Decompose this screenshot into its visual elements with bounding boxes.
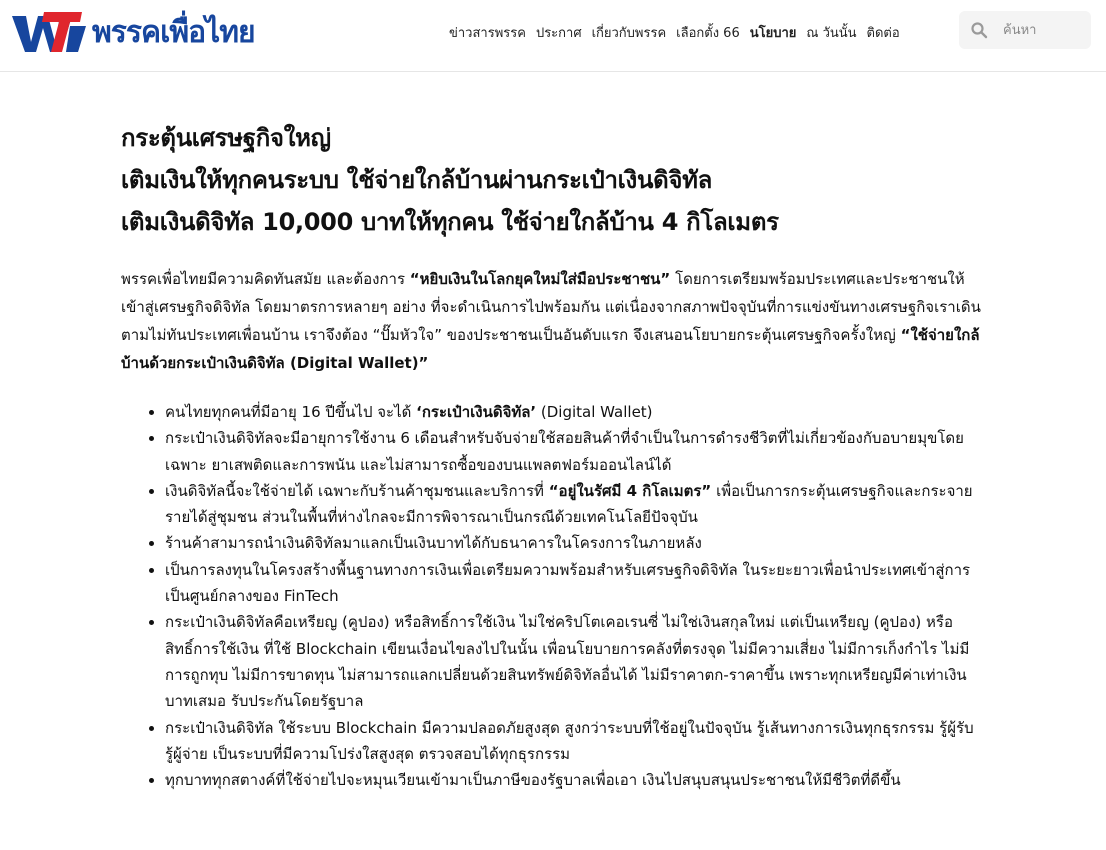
nav-item-policy[interactable]: นโยบาย bbox=[749, 26, 797, 41]
intro-text-1: พรรคเพื่อไทยมีความคิดทันสมัย และต้องการ bbox=[121, 270, 410, 288]
nav-item-about[interactable]: เกี่ยวกับพรรค bbox=[591, 26, 667, 41]
list-item bbox=[165, 399, 981, 425]
main-nav bbox=[449, 22, 900, 43]
party-logo-text: พรรคเพื่อไทย bbox=[92, 14, 255, 50]
nav-item-news[interactable]: ข่าวสารพรรค bbox=[449, 26, 526, 41]
bullet-1-text: คนไทยทุกคนที่มีอายุ 16 ปีขึ้นไป จะได้ bbox=[165, 403, 417, 421]
list-item: • เป็นการลงทุนในโครงสร้างพื้นฐานทางการเงินเพื่อเตรียมความพร้อมสำหรับเศรษฐกิจดิจิทัล ในระยะยาวเพื่อนำประเทศเข้าสู่การเป็นศูนย์กลางของ FinTech bbox=[165, 557, 981, 610]
list-item: • กระเป๋าเงินดิจิทัลคือเหรียญ (คูปอง) หรือสิทธิ์การใช้เงิน ไม่ใช่คริปโตเคอเรนซี่ ไม่ใช่เงินสกุลใหม่ แต่เป็นเหรียญ (คูปอง) หรือสิทธิ์การใช้เงิน ที่ใช้ Blockchain เขียนเงื่อนไขลงไปในนั้น เพื่อนโยบายการคลังที่ตรงจุด ไม่มีความเสี่ยง ไม่มีการเก็งกำไร ไม่มีการถูกทุบ ไม่มีการขาดทุน ไม่สามารถแลกเปลี่ยนด้วยสินทรัพย์ดิจิทัลอื่นได้ ไม่มีราคาตก-ราคาขึ้น เพราะทุกเหรียญมีค่าเท่าเงินบาทเสมอ รับประกันโดยรัฐบาล bbox=[165, 609, 981, 714]
search-input[interactable] bbox=[1001, 22, 1085, 39]
article-intro bbox=[121, 265, 981, 377]
article-title-line-1: กระตุ้นเศรษฐกิจใหญ่ bbox=[121, 124, 331, 152]
search-box[interactable] bbox=[959, 11, 1091, 49]
article-title-line-3: เติมเงินดิจิทัล 10,000 บาทให้ทุกคน ใช้จ่ายใกล้บ้าน 4 กิโลเมตร bbox=[121, 208, 779, 236]
bullet-1-highlight: ‘กระเป๋าเงินดิจิทัล’ bbox=[416, 403, 537, 421]
list-item: • กระเป๋าเงินดิจิทัล ใช้ระบบ Blockchain มีความปลอดภัยสูงสุด สูงกว่าระบบที่ใช้อยู่ในปัจจุบัน รู้เส้นทางการเงินทุกธุรกรรม รู้ผู้รับ รู้ผู้จ่าย เป็นระบบที่มีความโปร่งใสสูงสุด ตรวจสอบได้ทุกธุรกรรม bbox=[165, 715, 981, 768]
list-item: • ร้านค้าสามารถนำเงินดิจิทัลมาแลกเป็นเงินบาทได้กับธนาคารในโครงการในภายหลัง bbox=[165, 530, 981, 556]
nav-item-on-that-day[interactable]: ณ วันนั้น bbox=[806, 26, 857, 41]
list-item bbox=[165, 478, 981, 531]
search-icon bbox=[970, 21, 988, 39]
nav-item-election-66[interactable]: เลือกตั้ง 66 bbox=[676, 26, 740, 41]
policy-bullet-list bbox=[121, 399, 981, 793]
nav-item-announcements[interactable]: ประกาศ bbox=[535, 26, 582, 41]
party-logo-mark bbox=[8, 8, 92, 56]
nav-item-contact[interactable]: ติดต่อ bbox=[866, 26, 900, 41]
article-title bbox=[121, 117, 981, 243]
bullet-3-text-end: เพื่อเป็นการกระตุ้นเศรษฐกิจและกระจายรายได้สู่ชุมชน ส่วนในพื้นที่ห่างไกลจะมีการพิจารณาเป็นกรณีด้วยเทคโนโลยีปัจจุบัน bbox=[165, 481, 973, 527]
list-item: • กระเป๋าเงินดิจิทัลจะมีอายุการใช้งาน 6 เดือนสำหรับจับจ่ายใช้สอยสินค้าที่จำเป็นในการดำรงชีวิตที่ไม่เกี่ยวข้องกับอบายมุขโดยเฉพาะ ยาเสพติดและการพนัน และไม่สามารถซื้อของบนแพลตฟอร์มออนไลน์ได้ bbox=[165, 425, 981, 478]
intro-text-2: โดยการเตรียมพร้อมประเทศและประชาชนให้เข้าสู่เศรษฐกิจดิจิทัล โดยมาตรการหลายๆ อย่าง ที่จะดำเนินการไปพร้อมกัน แต่เนื่องจากสภาพปัจจุบันที่การแข่งขันทางเศรษฐกิจเราเดินตามไม่ทันประเทศเพื่อนบ้าน เราจึงต้อง “ปั๊มหัวใจ” ของประชาชนเป็นอันดับแรก จึงเสนอนโยบายกระตุ้นเศรษฐกิจครั้งใหญ่ bbox=[121, 270, 981, 344]
bullet-3-text: เงินดิจิทัลนี้จะใช้จ่ายได้ เฉพาะกับร้านค้าชุมชนและบริการที่ bbox=[165, 481, 549, 500]
site-header bbox=[0, 0, 1106, 72]
article bbox=[121, 117, 981, 793]
intro-highlight-1: “หยิบเงินในโลกยุคใหม่ใส่มือประชาชน” bbox=[409, 270, 671, 288]
list-item: • ทุกบาททุกสตางค์ที่ใช้จ่ายไปจะหมุนเวียนเข้ามาเป็นภาษีของรัฐบาลเพื่อเอา เงินไปสนุบสนุนประชาชนให้มีชีวิตที่ดีขึ้น bbox=[165, 767, 981, 793]
intro-highlight-2: “ใช้จ่ายใกล้บ้านด้วยกระเป๋าเงินดิจิทัล (Digital Wallet)” bbox=[121, 326, 980, 372]
article-title-line-2: เติมเงินให้ทุกคนระบบ ใช้จ่ายใกล้บ้านผ่านกระเป๋าเงินดิจิทัล bbox=[121, 166, 713, 194]
bullet-3-highlight: “อยู่ในรัศมี 4 กิโลเมตร” bbox=[548, 481, 712, 500]
bullet-1-text-end: (Digital Wallet) bbox=[536, 403, 653, 421]
party-logo[interactable] bbox=[8, 8, 255, 56]
